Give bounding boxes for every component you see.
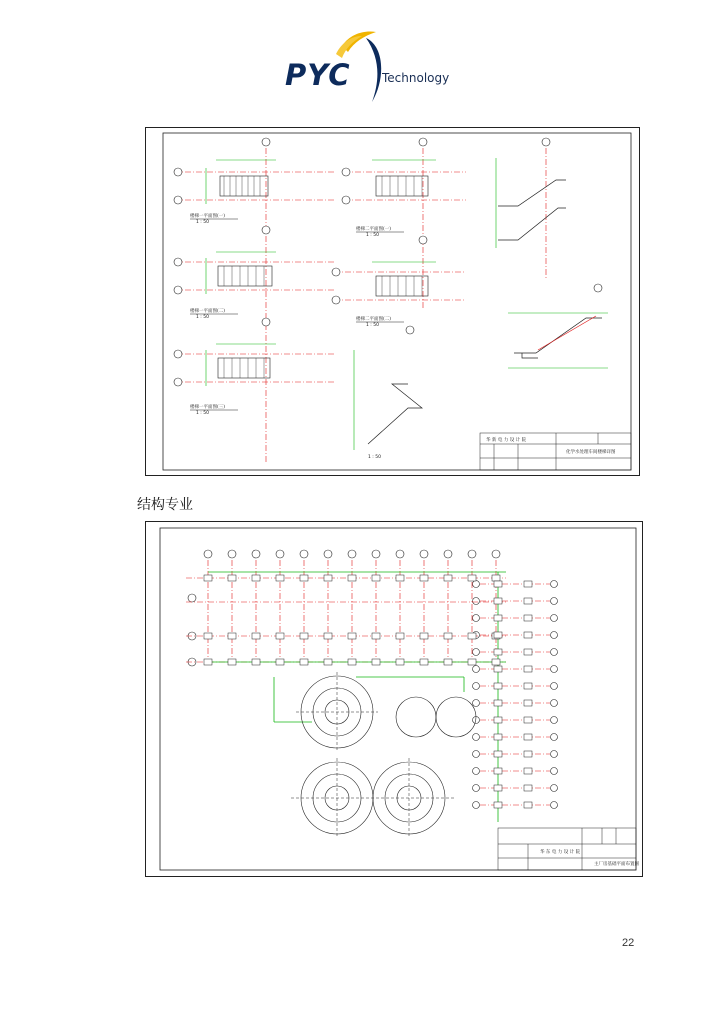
foundation-pad: [524, 649, 532, 655]
foundation-pad: [524, 632, 532, 638]
axis-bubble: [473, 615, 480, 622]
axis-bubble: [473, 700, 480, 707]
logo-sub-text: Technology: [382, 71, 450, 85]
axis-bubble: [551, 632, 558, 639]
axis-bubble: [551, 751, 558, 758]
foundation-pad: [524, 734, 532, 740]
axis-bubble: [551, 768, 558, 775]
foundation-pad: [420, 659, 428, 665]
axis-bubble: [473, 666, 480, 673]
plan-label: 楼梯一平面图(二): [190, 309, 226, 314]
axis-bubble: [473, 598, 480, 605]
axis-bubble: [420, 550, 428, 558]
foundation-pad: [396, 659, 404, 665]
scale-label: 1 : 50: [368, 455, 381, 460]
foundation-pad: [494, 700, 502, 706]
foundation-pad: [492, 659, 500, 665]
axis-bubble: [473, 802, 480, 809]
foundation-pad: [494, 581, 502, 587]
foundation-pad: [372, 633, 380, 639]
axis-bubble: [473, 734, 480, 741]
plan-label: 楼梯二平面图(二): [356, 317, 392, 322]
axis-bubble: [473, 751, 480, 758]
plan-label: 楼梯一平面图(一): [190, 214, 226, 219]
foundation-pad: [420, 575, 428, 581]
foundation-pad: [324, 633, 332, 639]
scale-label: 1 : 50: [366, 233, 379, 238]
axis-bubble: [188, 594, 196, 602]
foundation-pad: [420, 633, 428, 639]
foundation-pad: [276, 633, 284, 639]
foundation-pad: [524, 700, 532, 706]
foundation-pad: [252, 633, 260, 639]
axis-bubble: [204, 550, 212, 558]
scale-label: 1 : 50: [196, 220, 209, 225]
foundation-pad: [494, 683, 502, 689]
section-title: 结构专业: [137, 497, 193, 513]
axis-bubble: [324, 550, 332, 558]
scale-label: 1 : 50: [196, 411, 209, 416]
axis-bubble: [551, 700, 558, 707]
foundation-pad: [204, 575, 212, 581]
logo-brand-text: PYC: [285, 58, 351, 92]
foundation-pad: [524, 717, 532, 723]
foundation-pad: [348, 659, 356, 665]
foundation-pad: [494, 632, 502, 638]
foundation-pad: [276, 659, 284, 665]
foundation-pad: [348, 633, 356, 639]
foundation-pad: [468, 575, 476, 581]
foundation-pad: [276, 575, 284, 581]
foundation-pad: [300, 575, 308, 581]
plan-label: 楼梯一平面图(三): [190, 405, 226, 410]
foundation-pad: [494, 649, 502, 655]
foundation-pad: [494, 717, 502, 723]
foundation-pad: [524, 666, 532, 672]
foundation-pad: [524, 785, 532, 791]
foundation-pad: [204, 633, 212, 639]
axis-bubble: [468, 550, 476, 558]
foundation-pad: [252, 575, 260, 581]
scale-label: 1 : 50: [366, 323, 379, 328]
foundation-pad: [300, 633, 308, 639]
title-block-drawing-title: 主厂房基础平面布置图: [594, 862, 639, 867]
title-block-institute: 华 新 电 力 设 计 院: [486, 438, 527, 443]
axis-bubble: [551, 734, 558, 741]
axis-bubble: [551, 802, 558, 809]
axis-bubble: [300, 550, 308, 558]
foundation-pad: [228, 659, 236, 665]
axis-bubble: [473, 581, 480, 588]
foundation-pad: [524, 683, 532, 689]
foundation-pad: [324, 659, 332, 665]
axis-bubble: [551, 598, 558, 605]
foundation-pad: [494, 734, 502, 740]
axis-bubble: [228, 550, 236, 558]
company-logo: [284, 30, 454, 108]
axis-bubble: [348, 550, 356, 558]
foundation-pad: [492, 575, 500, 581]
foundation-pad: [372, 575, 380, 581]
foundation-pad: [494, 802, 502, 808]
foundation-pad: [204, 659, 212, 665]
axis-bubble: [551, 615, 558, 622]
foundation-pad: [228, 575, 236, 581]
axis-bubble: [444, 550, 452, 558]
foundation-pad: [524, 768, 532, 774]
scale-label: 1 : 50: [196, 315, 209, 320]
axis-bubble: [492, 550, 500, 558]
stair-detail-drawing: [145, 127, 640, 476]
foundation-pad: [228, 633, 236, 639]
foundation-pad: [524, 581, 532, 587]
axis-bubble: [276, 550, 284, 558]
foundation-pad: [494, 751, 502, 757]
axis-bubble: [551, 683, 558, 690]
foundation-pad: [324, 575, 332, 581]
title-block-drawing-title: 化学水处理车间楼梯详图: [566, 450, 616, 455]
axis-bubble: [396, 550, 404, 558]
foundation-pad: [396, 633, 404, 639]
foundation-pad: [396, 575, 404, 581]
foundation-pad: [524, 615, 532, 621]
page-number: 22: [622, 937, 635, 949]
axis-bubble: [551, 649, 558, 656]
axis-bubble: [551, 785, 558, 792]
foundation-pad: [494, 615, 502, 621]
axis-bubble: [372, 550, 380, 558]
foundation-pad: [372, 659, 380, 665]
foundation-pad: [468, 633, 476, 639]
axis-bubble: [473, 768, 480, 775]
foundation-plan-drawing: [145, 521, 643, 877]
axis-bubble: [252, 550, 260, 558]
axis-bubble: [473, 785, 480, 792]
axis-bubble: [551, 581, 558, 588]
foundation-pad: [524, 598, 532, 604]
axis-bubble: [473, 683, 480, 690]
foundation-pad: [444, 659, 452, 665]
foundation-pad: [494, 666, 502, 672]
foundation-pad: [300, 659, 308, 665]
foundation-pad: [524, 751, 532, 757]
foundation-pad: [494, 785, 502, 791]
axis-bubble: [551, 666, 558, 673]
foundation-pad: [494, 768, 502, 774]
axis-bubble: [551, 717, 558, 724]
foundation-pad: [252, 659, 260, 665]
plan-label: 楼梯二平面图(一): [356, 227, 392, 232]
foundation-pad: [348, 575, 356, 581]
foundation-pad: [468, 659, 476, 665]
title-block-institute: 华 东 电 力 设 计 院: [540, 850, 581, 855]
foundation-pad: [444, 575, 452, 581]
axis-bubble: [473, 649, 480, 656]
foundation-pad: [524, 802, 532, 808]
foundation-pad: [494, 598, 502, 604]
foundation-pad: [444, 633, 452, 639]
